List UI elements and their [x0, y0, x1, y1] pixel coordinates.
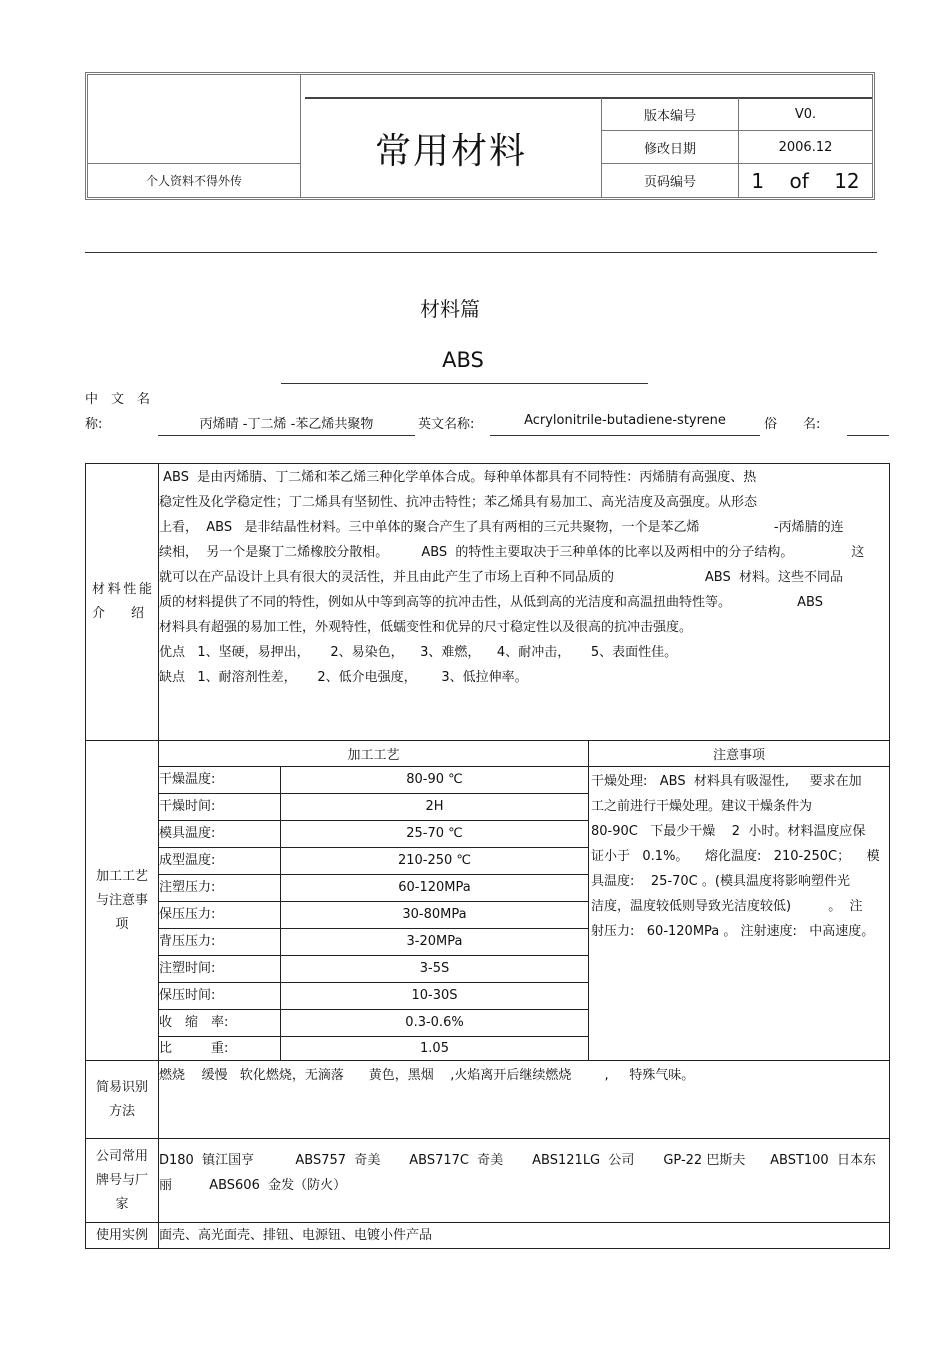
disadvantages-line: 缺点 1、耐溶剂性差， 2、低介电强度， 3、低拉伸率。	[159, 670, 528, 685]
version-label: 版本编号	[601, 98, 738, 131]
header-confidential-note: 个人资料不得外传	[88, 164, 301, 197]
properties-line: ABS 是由丙烯腈、丁二烯和苯乙烯三种化学单体合成。每种单体都具有不同特性：丙烯腈有高强度、热	[159, 470, 757, 485]
notes-line: 80-90C 下最少干燥 2 小时。材料温度应保	[591, 824, 866, 839]
revision-date-value: 2006.12	[738, 131, 872, 164]
properties-line: 质的材料提供了不同的特性，例如从中等到高等的抗冲击性，从低到高的光洁度和高温扭曲特性等。 ABS	[159, 595, 823, 610]
material-name: ABS	[442, 348, 484, 372]
process-column-header: 加工工艺	[158, 740, 588, 766]
version-value: V0.	[738, 98, 872, 131]
process-row: 保压时间: 10-30S	[158, 982, 588, 1009]
brands-text	[158, 1138, 889, 1222]
header-divider	[85, 252, 877, 253]
brands-label: 公司常用牌号与厂家	[86, 1138, 158, 1222]
page-number-value: 1 of 12	[738, 164, 872, 197]
process-row: 注塑时间: 3-5S	[158, 955, 588, 982]
properties-label: 材料性能介 绍	[92, 582, 152, 621]
properties-line: 稳定性及化学稳定性；丁二烯具有坚韧性、抗冲击特性；苯乙烯具有易加工、高光洁度及高强度。从形态	[159, 495, 758, 510]
process-label: 加工工艺与注意事项	[86, 740, 158, 1060]
material-name-underline	[281, 383, 648, 384]
page-number-label: 页码编号	[601, 164, 738, 197]
process-row: 模具温度: 25-70 ℃	[158, 820, 588, 847]
en-name-value: Acrylonitrile-butadiene-styrene	[490, 413, 760, 436]
notes-line: 干燥处理: ABS 材料具有吸湿性, 要求在加	[591, 774, 862, 789]
identify-text: 燃烧 缓慢 软化燃烧，无滴落 黄色，黑烟 ,火焰离开后继续燃烧 , 特殊气味。	[158, 1060, 889, 1138]
process-row: 干燥温度: 80-90 ℃	[158, 766, 588, 793]
alias-label: 俗 名:	[764, 417, 821, 432]
notes-line: 洁度，温度较低则导致光洁度较低) 。 注	[591, 899, 863, 914]
process-row: 比 重: 1.05	[158, 1036, 588, 1060]
brands-line: D180 镇江国亨 ABS757 奇美 ABS717C 奇美 ABS121LG 公司 GP-22 巴斯夫 ABST100 日本东	[159, 1153, 876, 1168]
notes-line: 证小于 0.1%。 熔化温度: 210-250C； 模	[591, 849, 880, 864]
notes-line: 具温度: 25-70C 。(模具温度将影响塑件光	[591, 874, 850, 889]
usage-text: 面壳、高光面壳、排钮、电源钮、电镀小件产品	[158, 1222, 889, 1248]
properties-line: 就可以在产品设计上具有很大的灵活性，并且由此产生了市场上百种不同品质的 ABS 材料。这些不同品	[159, 570, 844, 585]
notes-line: 射压力: 60-120MPa 。 注射速度: 中高速度。	[591, 924, 875, 939]
cn-name-value: 丙烯晴 -丁二烯 -苯乙烯共聚物	[158, 413, 415, 436]
cn-name-label-suffix: 称:	[85, 417, 103, 432]
properties-line: 续相， 另一个是聚丁二烯橡胶分散相。 ABS 的特性主要取决于三种单体的比率以及两相中的分子结构。 这	[159, 545, 865, 560]
properties-line: 材料具有超强的易加工性，外观特性，低蠕变性和优异的尺寸稳定性以及很高的抗冲击强度。	[159, 620, 693, 635]
section-title: 材料篇	[420, 297, 480, 321]
revision-date-label: 修改日期	[601, 131, 738, 164]
process-row: 成型温度: 210-250 ℃	[158, 847, 588, 874]
properties-line: 上看， ABS 是非结晶性材料。三中单体的聚合产生了具有两相的三元共聚物，一个是苯乙烯 -丙烯腈的连	[159, 520, 844, 535]
cn-name-label: 中 文 名	[85, 392, 151, 407]
advantages-line: 优点 1、坚硬，易押出， 2、易染色， 3、难燃， 4、耐冲击， 5、表面性佳。	[159, 645, 678, 660]
brands-line: 丽 ABS606 金发（防火）	[159, 1178, 347, 1193]
process-row: 干燥时间: 2H	[158, 793, 588, 820]
alias-value	[847, 413, 889, 436]
usage-label: 使用实例	[86, 1222, 158, 1248]
process-row: 注塑压力: 60-120MPa	[158, 874, 588, 901]
header-logo-area	[88, 75, 301, 164]
process-row: 保压压力: 30-80MPa	[158, 901, 588, 928]
process-notes	[588, 766, 889, 1060]
notes-column-header: 注意事项	[588, 740, 889, 766]
en-name-label: 英文名称:	[418, 417, 475, 432]
identify-label: 简易识别方法	[86, 1060, 158, 1138]
process-row: 收 缩 率: 0.3-0.6%	[158, 1009, 588, 1036]
process-row: 背压压力: 3-20MPa	[158, 928, 588, 955]
properties-text	[158, 464, 889, 740]
notes-line: 工之前进行干燥处理。建议干燥条件为	[591, 799, 813, 814]
document-title: 常用材料	[374, 131, 527, 172]
